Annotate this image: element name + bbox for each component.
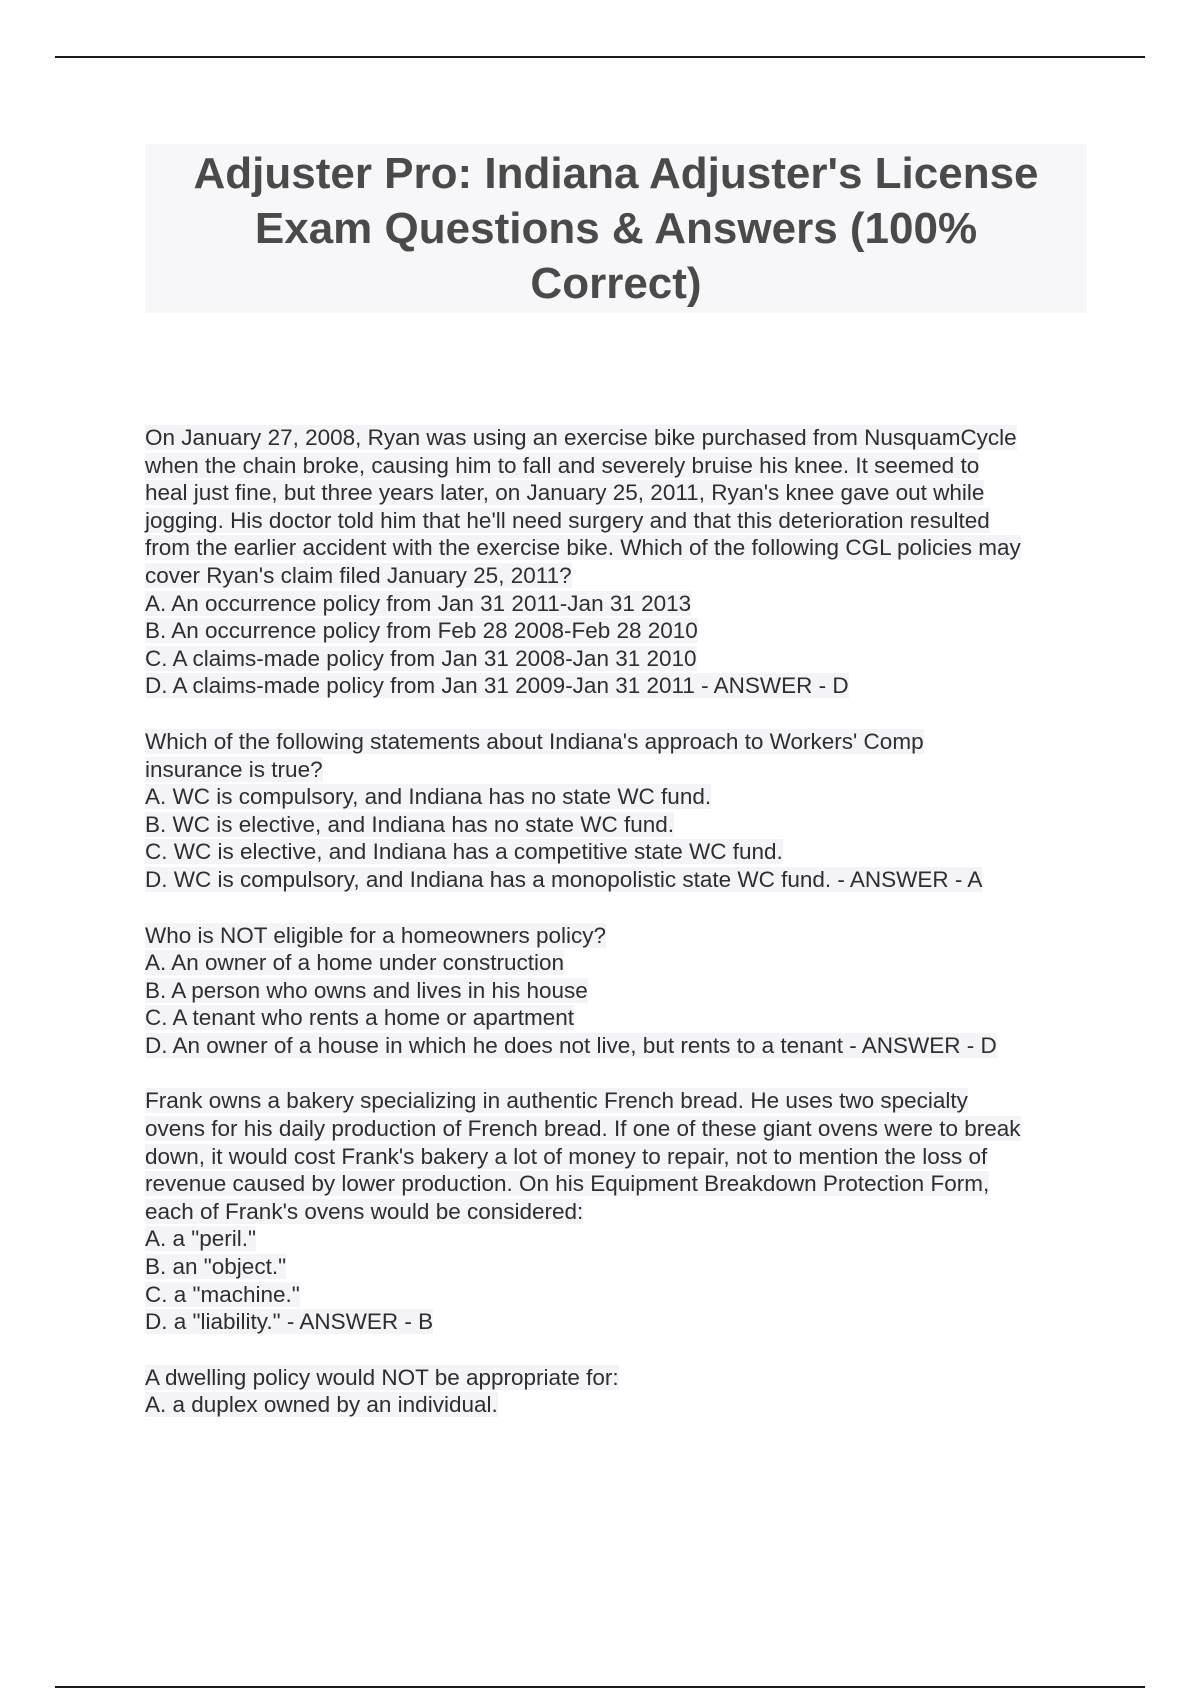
title-line: Adjuster Pro: Indiana Adjuster's License <box>193 149 1039 198</box>
title-line: Exam Questions & Answers (100% <box>254 204 978 253</box>
title-banner <box>145 144 1087 313</box>
header-rule <box>55 56 1145 58</box>
text-line: insurance is true? <box>145 756 323 782</box>
option-b: B. an "object." <box>145 1254 287 1280</box>
text-line: down, it would cost Frank's bakery a lot of money to repair, not to mention the loss of <box>145 1143 988 1169</box>
text-line: On January 27, 2008, Ryan was using an exercise bike purchased from NusquamCycle <box>145 425 1017 450</box>
question-workers-comp <box>145 728 1105 894</box>
option-c: C. A tenant who rents a home or apartment <box>145 1005 574 1031</box>
text-line: Which of the following statements about Indiana's approach to Workers' Comp <box>145 728 924 754</box>
option-a: A. a "peril." <box>145 1226 257 1252</box>
text-line: Who is NOT eligible for a homeowners policy? <box>145 922 607 948</box>
text-line: Frank owns a bakery specializing in authentic French bread. He uses two specialty <box>145 1088 968 1114</box>
option-a: A. An occurrence policy from Jan 31 2011-Jan 31 2013 <box>145 590 692 616</box>
text-line: cover Ryan's claim filed January 25, 2011? <box>145 562 572 588</box>
option-d-answer: D. A claims-made policy from Jan 31 2009-Jan 31 2011 - ANSWER - D <box>145 673 849 699</box>
option-d-answer: D. WC is compulsory, and Indiana has a monopolistic state WC fund. - ANSWER - A <box>145 866 983 892</box>
text-line: revenue caused by lower production. On his Equipment Breakdown Protection Form, <box>145 1171 990 1197</box>
option-b: B. An occurrence policy from Feb 28 2008-Feb 28 2010 <box>145 618 698 644</box>
question-dwelling-policy <box>145 1364 1105 1419</box>
option-a: A. WC is compulsory, and Indiana has no state WC fund. <box>145 784 712 810</box>
option-c: C. A claims-made policy from Jan 31 2008-Jan 31 2010 <box>145 645 697 671</box>
text-line: jogging. His doctor told him that he'll need surgery and that this deterioration resulted <box>145 507 990 533</box>
document-title <box>145 146 1087 311</box>
text-line: ovens for his daily production of French bread. If one of these giant ovens were to break <box>145 1116 1021 1142</box>
text-line: from the earlier accident with the exercise bike. Which of the following CGL policies may <box>145 535 1021 561</box>
text-line: heal just fine, but three years later, on January 25, 2011, Ryan's knee gave out while <box>145 480 985 506</box>
option-c: C. WC is elective, and Indiana has a competitive state WC fund. <box>145 839 783 865</box>
option-a: A. a duplex owned by an individual. <box>145 1392 498 1418</box>
option-d-answer: D. a "liability." - ANSWER - B <box>145 1309 434 1335</box>
option-c: C. a "machine." <box>145 1281 300 1307</box>
question-equipment-breakdown <box>145 1087 1105 1335</box>
title-line: Correct) <box>530 259 702 308</box>
question-homeowners <box>145 922 1105 1060</box>
option-b: B. WC is elective, and Indiana has no state WC fund. <box>145 811 675 837</box>
question-ryan-cgl <box>145 424 1105 700</box>
option-d-answer: D. An owner of a house in which he does not live, but rents to a tenant - ANSWER - D <box>145 1032 997 1058</box>
footer-rule <box>55 1686 1145 1688</box>
qa-content <box>145 424 1105 1447</box>
text-line: when the chain broke, causing him to fall and severely bruise his knee. It seemed to <box>145 452 980 478</box>
option-a: A. An owner of a home under construction <box>145 950 564 976</box>
option-b: B. A person who owns and lives in his house <box>145 977 588 1003</box>
text-line: A dwelling policy would NOT be appropriate for: <box>145 1364 619 1390</box>
text-line: each of Frank's ovens would be considered: <box>145 1198 584 1224</box>
